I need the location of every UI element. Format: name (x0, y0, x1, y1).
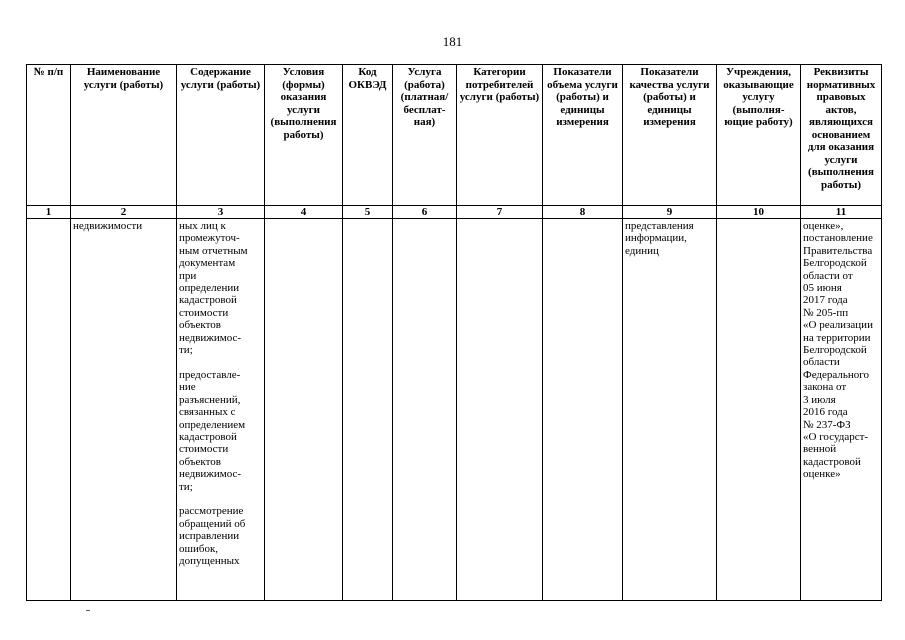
table-cell (71, 219, 177, 601)
column-number: 9 (623, 206, 717, 219)
table-cell (717, 219, 801, 601)
column-number-row (27, 206, 882, 219)
header-cell-6: Услуга (работа) (платная/ бесплат-ная) (393, 65, 457, 206)
column-number: 8 (543, 206, 623, 219)
table-cell (543, 219, 623, 601)
column-number: 4 (265, 206, 343, 219)
column-number: 2 (71, 206, 177, 219)
column-number: 7 (457, 206, 543, 219)
column-number: 3 (177, 206, 265, 219)
header-cell-4: Условия (формы) оказания услуги (выполнения работы) (265, 65, 343, 206)
table-cell (393, 219, 457, 601)
table-cell (457, 219, 543, 601)
header-row (27, 65, 882, 206)
header-cell-1: № п/п (27, 65, 71, 206)
header-cell-10: Учреждения, оказывающие услугу (выполня-ющие работу) (717, 65, 801, 206)
header-cell-2: Наименование услуги (работы) (71, 65, 177, 206)
header-cell-5: Код ОКВЭД (343, 65, 393, 206)
cell-legal-acts: оценке», постановление Правительства Белгородской области от 05 июня 2017 года № 205-пп «О реализации на территории Белгородской области Федерального закона от 3 июля 2016 года № 237-ФЗ «О государст- венной кадастровой оценке» (803, 220, 873, 481)
column-number: 5 (343, 206, 393, 219)
page-number: 181 (442, 34, 463, 49)
table-row (27, 219, 882, 601)
table-cell (265, 219, 343, 601)
table-cell (343, 219, 393, 601)
header-cell-7: Категории потребителей услуги (работы) (457, 65, 543, 206)
header-cell-3: Содержание услуги (работы) (177, 65, 265, 206)
table-cell (27, 219, 71, 601)
cell-service-content: ных лиц к промежуточ- ным отчетным документам при определении кадастровой стоимости объектов недвижимос- ти; предоставле- ние разъяснений, связанных с определением кадастровой стоимости объектов недвижимос- ти; рассмотрение обращений об исправлении ошибок, допущенных (179, 220, 248, 567)
header-cell-9: Показатели качества услуги (работы) и единицы измерения (623, 65, 717, 206)
scan-mark (86, 610, 90, 611)
header-cell-8: Показатели объема услуги (работы) и единицы измерения (543, 65, 623, 206)
column-number: 6 (393, 206, 457, 219)
cell-quality-indicators: представления информации, единиц (625, 220, 694, 257)
cell-service-name: недвижимости (73, 220, 143, 232)
table-cell (801, 219, 882, 601)
table-cell (623, 219, 717, 601)
column-number: 10 (717, 206, 801, 219)
table-cell (177, 219, 265, 601)
column-number: 1 (27, 206, 71, 219)
header-cell-11: Реквизиты нормативных правовых актов, являющихся основанием для оказания услуги (выполнения работы) (801, 65, 882, 206)
services-table (26, 64, 882, 601)
column-number: 11 (801, 206, 882, 219)
